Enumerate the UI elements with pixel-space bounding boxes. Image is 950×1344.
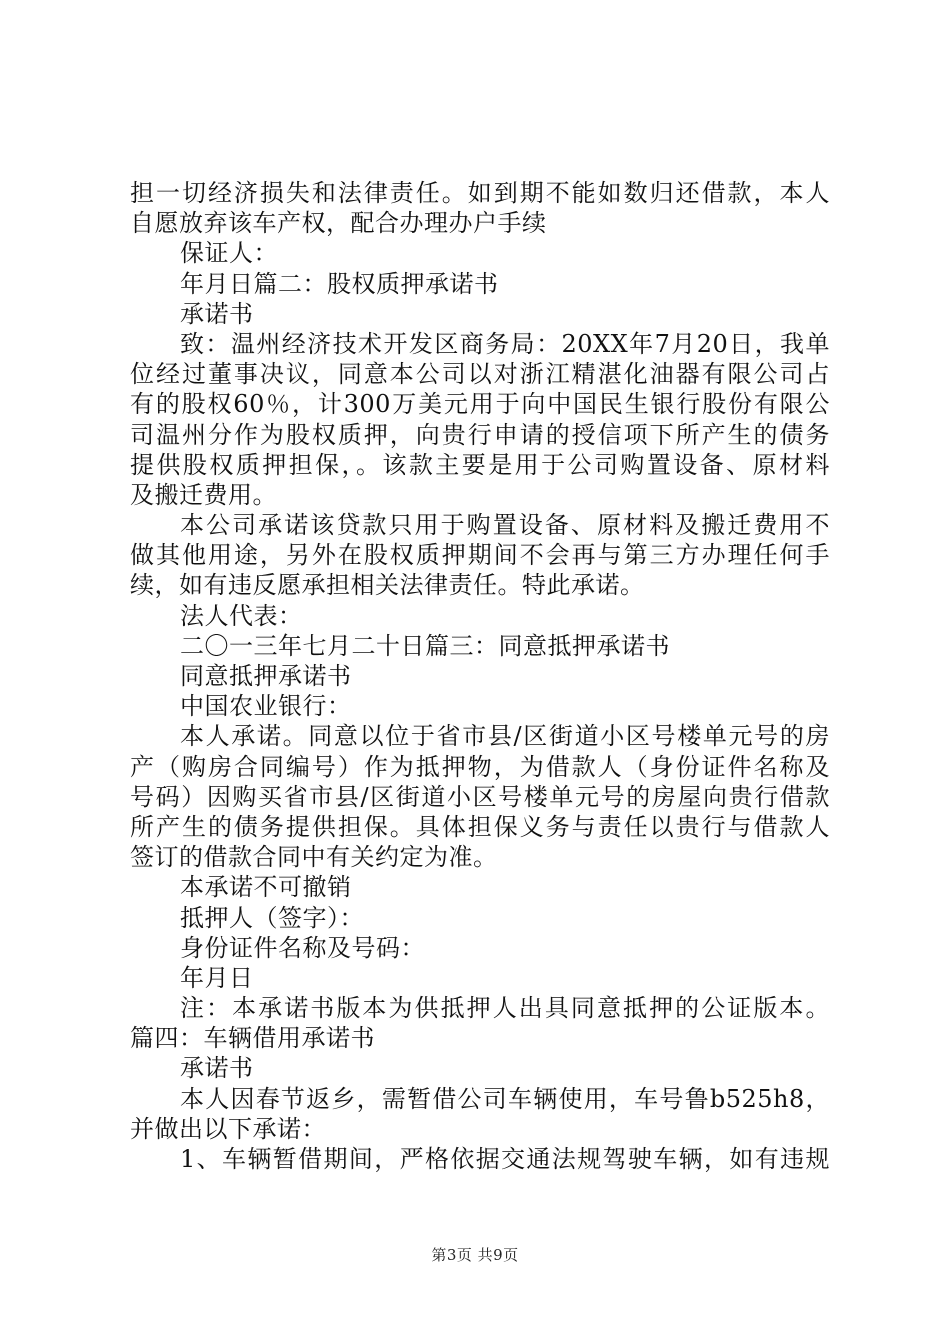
text-line: 注：本承诺书版本为供抵押人出具同意抵押的公证版本。 [180, 994, 830, 1023]
text-line: 位经过董事决议，同意本公司以对浙江精湛化油器有限公司占 [130, 360, 830, 389]
text-line: 承诺书 [180, 299, 254, 328]
text-line: 自愿放弃该车产权，配合办理办户手续 [130, 209, 547, 238]
text-line: 有的股权60％，计300万美元用于向中国民生银行股份有限公 [130, 390, 830, 419]
text-line: 保证人： [180, 239, 278, 268]
document-body [130, 178, 830, 1174]
text-line: 提供股权质押担保，。该款主要是用于公司购置设备、原材料 [130, 450, 830, 479]
text-line: 年月日 [180, 963, 254, 992]
text-line: 致：温州经济技术开发区商务局：20XX年7月20日，我单 [180, 329, 830, 358]
text-line: 产（购房合同编号）作为抵押物，为借款人（身份证件名称及 [130, 752, 830, 781]
text-line: 并做出以下承诺： [130, 1114, 326, 1143]
text-line: 抵押人（签字）： [180, 903, 364, 932]
text-line: 年月日篇二：股权质押承诺书 [180, 269, 499, 298]
text-line: 本人承诺。同意以位于省市县/区街道小区号楼单元号的房 [180, 722, 830, 751]
text-line: 所产生的债务提供担保。具体担保义务与责任以贵行与借款人 [130, 812, 830, 841]
text-line: 续，如有违反愿承担相关法律责任。特此承诺。 [130, 571, 645, 600]
text-line: 司温州分作为股权质押，向贵行申请的授信项下所产生的债务 [130, 420, 830, 449]
text-line: 中国农业银行： [180, 692, 352, 721]
text-line: 做其他用途，另外在股权质押期间不会再与第三方办理任何手 [130, 541, 830, 570]
text-line: 1、车辆暂借期间，严格依据交通法规驾驶车辆，如有违规 [180, 1145, 830, 1173]
text-line: 法人代表： [180, 601, 303, 630]
text-line: 同意抵押承诺书 [180, 662, 352, 690]
text-line: 号码）因购买省市县/区街道小区号楼单元号的房屋向贵行借款 [130, 782, 830, 811]
text-line: 身份证件名称及号码： [180, 933, 425, 962]
text-line: 二〇一三年七月二十日篇三：同意抵押承诺书 [180, 631, 670, 660]
text-line: 本人因春节返乡，需暂借公司车辆使用，车号鲁b525h8， [180, 1084, 830, 1113]
text-line: 承诺书 [180, 1054, 254, 1083]
text-line: 担一切经济损失和法律责任。如到期不能如数归还借款，本人 [130, 179, 830, 207]
text-line: 签订的借款合同中有关约定为准。 [130, 843, 498, 872]
text-line: 及搬迁费用。 [130, 480, 277, 509]
text-line: 篇四：车辆借用承诺书 [130, 1024, 375, 1053]
text-line: 本公司承诺该贷款只用于购置设备、原材料及搬迁费用不 [180, 511, 830, 540]
page-footer: 第3页 共9页 [431, 1246, 519, 1264]
text-line: 本承诺不可撤销 [180, 873, 352, 902]
